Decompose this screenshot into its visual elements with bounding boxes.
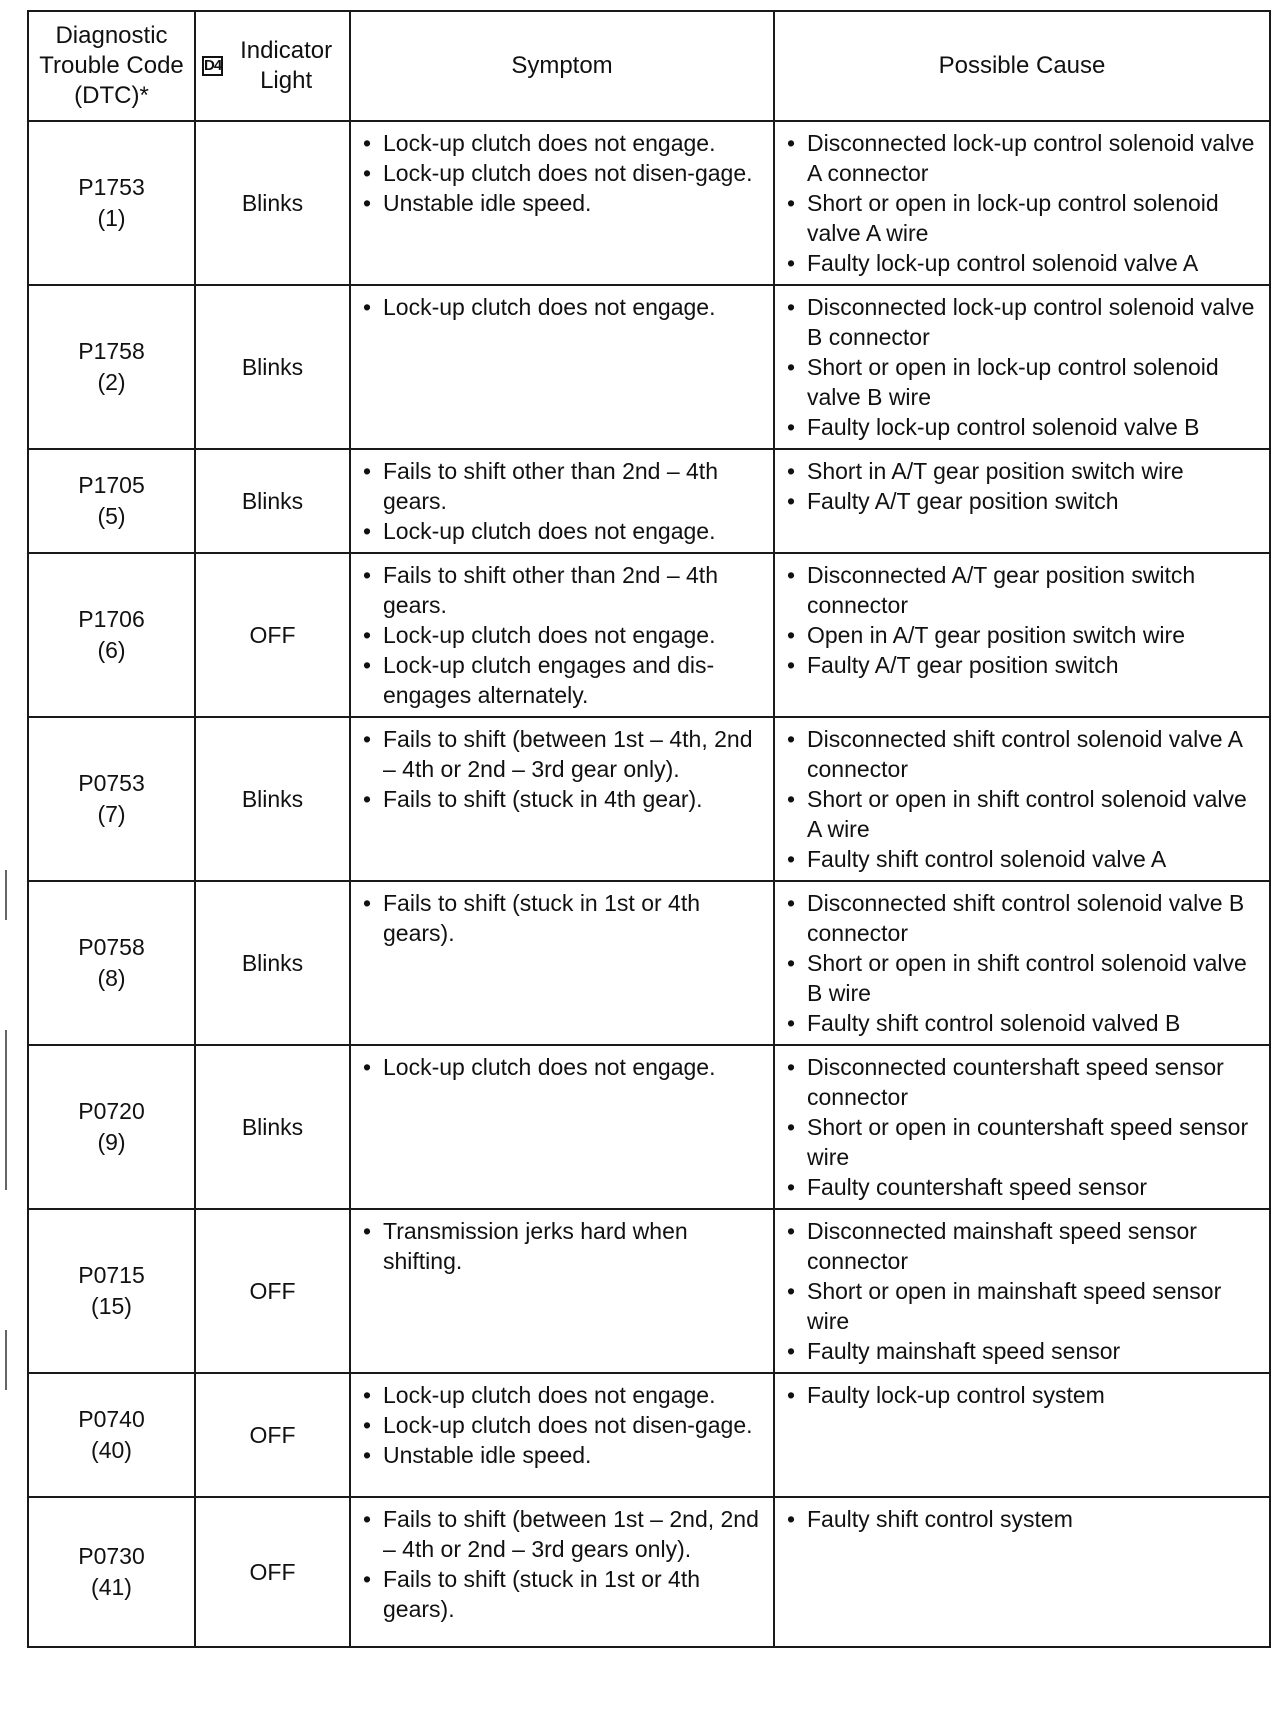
cause-item: • Faulty shift control solenoid valved B xyxy=(785,1008,1259,1038)
cause-item: • Faulty lock-up control system xyxy=(785,1380,1259,1410)
dtc-blink-number: (15) xyxy=(91,1293,132,1319)
symptom-item: • Lock-up clutch does not engage. xyxy=(361,292,763,322)
cause-item: • Short or open in lock-up control solenoid valve A wire xyxy=(785,188,1259,248)
table-row xyxy=(28,553,1270,717)
dtc-blink-number: (40) xyxy=(91,1437,132,1463)
indicator-light-status: Blinks xyxy=(195,285,350,449)
symptom-list xyxy=(361,1216,763,1276)
dtc-code: P0730 xyxy=(78,1543,145,1569)
table-row xyxy=(28,881,1270,1045)
dtc-blink-number: (8) xyxy=(97,965,126,991)
cause-item: • Short or open in countershaft speed sensor wire xyxy=(785,1112,1259,1172)
cause-list xyxy=(785,560,1259,680)
indicator-light-status: OFF xyxy=(195,1209,350,1373)
cause-item: • Faulty A/T gear position switch xyxy=(785,486,1259,516)
symptom-item: • Transmission jerks hard when shifting. xyxy=(361,1216,763,1276)
dtc-code: P1705 xyxy=(78,472,145,498)
cause-item: • Disconnected lock-up control solenoid valve A connector xyxy=(785,128,1259,188)
cause-cell xyxy=(774,717,1270,881)
cause-item: • Disconnected shift control solenoid valve B connector xyxy=(785,888,1259,948)
dtc-blink-number: (7) xyxy=(97,801,126,827)
symptom-list xyxy=(361,1380,763,1470)
cause-item: • Short or open in shift control solenoid valve B wire xyxy=(785,948,1259,1008)
table-row xyxy=(28,121,1270,285)
cause-cell xyxy=(774,121,1270,285)
header-row xyxy=(28,11,1270,121)
cause-cell xyxy=(774,553,1270,717)
cause-item: • Disconnected shift control solenoid valve A connector xyxy=(785,724,1259,784)
header-indicator xyxy=(195,11,350,121)
indicator-light-status: OFF xyxy=(195,1497,350,1647)
cause-item: • Disconnected lock-up control solenoid valve B connector xyxy=(785,292,1259,352)
dtc-code: P1758 xyxy=(78,338,145,364)
table-row xyxy=(28,1209,1270,1373)
dtc-blink-number: (41) xyxy=(91,1574,132,1600)
dtc-code-cell xyxy=(28,285,195,449)
dtc-blink-number: (2) xyxy=(97,369,126,395)
symptom-cell xyxy=(350,1497,774,1647)
indicator-light-status: Blinks xyxy=(195,121,350,285)
symptom-item: • Fails to shift (between 1st – 2nd, 2nd – 4th or 2nd – 3rd gears only). xyxy=(361,1504,763,1564)
symptom-list xyxy=(361,292,763,322)
cause-item: • Faulty shift control system xyxy=(785,1504,1259,1534)
cause-item: • Faulty mainshaft speed sensor xyxy=(785,1336,1259,1366)
indicator-light-status: Blinks xyxy=(195,881,350,1045)
dtc-code: P1753 xyxy=(78,174,145,200)
symptom-list xyxy=(361,1504,763,1624)
symptom-item: • Lock-up clutch does not engage. xyxy=(361,1052,763,1082)
symptom-cell xyxy=(350,1209,774,1373)
header-symptom: Symptom xyxy=(350,11,774,121)
dtc-code-cell xyxy=(28,1497,195,1647)
cause-item: • Short or open in shift control solenoid valve A wire xyxy=(785,784,1259,844)
cause-cell xyxy=(774,1209,1270,1373)
cause-cell xyxy=(774,449,1270,553)
cause-cell xyxy=(774,1045,1270,1209)
header-indicator-label: Indicator Light xyxy=(240,37,333,94)
dtc-code: P1706 xyxy=(78,606,145,632)
symptom-item: • Unstable idle speed. xyxy=(361,1440,763,1470)
dtc-code: P0758 xyxy=(78,934,145,960)
cause-item: • Disconnected A/T gear position switch connector xyxy=(785,560,1259,620)
cause-item: • Short or open in mainshaft speed sensor wire xyxy=(785,1276,1259,1336)
cause-item: • Open in A/T gear position switch wire xyxy=(785,620,1259,650)
dtc-code-cell xyxy=(28,553,195,717)
indicator-light-status: Blinks xyxy=(195,717,350,881)
symptom-list xyxy=(361,456,763,546)
symptom-item: • Lock-up clutch does not engage. xyxy=(361,128,763,158)
symptom-cell xyxy=(350,553,774,717)
dtc-table-body xyxy=(28,121,1270,1647)
symptom-cell xyxy=(350,717,774,881)
dtc-code-cell xyxy=(28,881,195,1045)
dtc-code-cell xyxy=(28,121,195,285)
cause-cell xyxy=(774,285,1270,449)
symptom-item: • Lock-up clutch does not disen-gage. xyxy=(361,158,763,188)
margin-mark xyxy=(5,870,7,920)
cause-item: • Disconnected mainshaft speed sensor connector xyxy=(785,1216,1259,1276)
indicator-light-status: OFF xyxy=(195,1373,350,1497)
cause-item: • Faulty A/T gear position switch xyxy=(785,650,1259,680)
dtc-code: P0720 xyxy=(78,1098,145,1124)
symptom-item: • Fails to shift (stuck in 1st or 4th gears). xyxy=(361,888,763,948)
symptom-cell xyxy=(350,449,774,553)
cause-item: • Faulty shift control solenoid valve A xyxy=(785,844,1259,874)
dtc-code: P0753 xyxy=(78,770,145,796)
symptom-list xyxy=(361,888,763,948)
cause-list xyxy=(785,1504,1259,1534)
symptom-cell xyxy=(350,1045,774,1209)
symptom-item: • Lock-up clutch does not engage. xyxy=(361,516,763,546)
cause-cell xyxy=(774,881,1270,1045)
cause-list xyxy=(785,724,1259,874)
dtc-code: P0740 xyxy=(78,1406,145,1432)
cause-item: • Faulty lock-up control solenoid valve A xyxy=(785,248,1259,278)
symptom-cell xyxy=(350,1373,774,1497)
table-row xyxy=(28,717,1270,881)
cause-item: • Short in A/T gear position switch wire xyxy=(785,456,1259,486)
table-row xyxy=(28,1497,1270,1647)
symptom-list xyxy=(361,724,763,814)
dtc-code-cell xyxy=(28,449,195,553)
cause-list xyxy=(785,128,1259,278)
cause-list xyxy=(785,1052,1259,1202)
margin-mark xyxy=(5,1030,7,1190)
table-row xyxy=(28,449,1270,553)
symptom-item: • Lock-up clutch does not disen-gage. xyxy=(361,1410,763,1440)
symptom-list xyxy=(361,1052,763,1082)
dtc-blink-number: (9) xyxy=(97,1129,126,1155)
margin-mark xyxy=(5,1330,7,1390)
symptom-cell xyxy=(350,285,774,449)
dtc-code-cell xyxy=(28,717,195,881)
cause-list xyxy=(785,456,1259,516)
symptom-item: • Fails to shift other than 2nd – 4th gears. xyxy=(361,456,763,516)
cause-cell xyxy=(774,1373,1270,1497)
symptom-item: • Fails to shift (stuck in 4th gear). xyxy=(361,784,763,814)
symptom-item: • Unstable idle speed. xyxy=(361,188,763,218)
dtc-blink-number: (6) xyxy=(97,637,126,663)
dtc-table xyxy=(27,10,1271,1648)
indicator-light-status: Blinks xyxy=(195,1045,350,1209)
cause-item: • Disconnected countershaft speed sensor connector xyxy=(785,1052,1259,1112)
cause-list xyxy=(785,292,1259,442)
symptom-cell xyxy=(350,121,774,285)
symptom-list xyxy=(361,560,763,710)
dtc-blink-number: (1) xyxy=(97,205,126,231)
indicator-light-status: Blinks xyxy=(195,449,350,553)
table-row xyxy=(28,1373,1270,1497)
cause-list xyxy=(785,1216,1259,1366)
cause-item: • Faulty lock-up control solenoid valve B xyxy=(785,412,1259,442)
cause-item: • Short or open in lock-up control solenoid valve B wire xyxy=(785,352,1259,412)
dtc-code-cell xyxy=(28,1209,195,1373)
symptom-item: • Lock-up clutch engages and dis-engages alternately. xyxy=(361,650,763,710)
table-row xyxy=(28,285,1270,449)
indicator-light-status: OFF xyxy=(195,553,350,717)
symptom-item: • Lock-up clutch does not engage. xyxy=(361,1380,763,1410)
dtc-code-cell xyxy=(28,1373,195,1497)
symptom-item: • Fails to shift (stuck in 1st or 4th gears). xyxy=(361,1564,763,1624)
cause-list xyxy=(785,1380,1259,1410)
dtc-blink-number: (5) xyxy=(97,503,126,529)
symptom-item: • Fails to shift other than 2nd – 4th gears. xyxy=(361,560,763,620)
dtc-code: P0715 xyxy=(78,1262,145,1288)
dtc-code-cell xyxy=(28,1045,195,1209)
symptom-item: • Lock-up clutch does not engage. xyxy=(361,620,763,650)
table-row xyxy=(28,1045,1270,1209)
cause-cell xyxy=(774,1497,1270,1647)
symptom-list xyxy=(361,128,763,218)
d4-indicator-icon: D4 xyxy=(204,57,222,74)
cause-list xyxy=(785,888,1259,1038)
symptom-cell xyxy=(350,881,774,1045)
cause-item: • Faulty countershaft speed sensor xyxy=(785,1172,1259,1202)
header-cause: Possible Cause xyxy=(774,11,1270,121)
header-code: Diagnostic Trouble Code (DTC)* xyxy=(28,11,195,121)
symptom-item: • Fails to shift (between 1st – 4th, 2nd – 4th or 2nd – 3rd gear only). xyxy=(361,724,763,784)
